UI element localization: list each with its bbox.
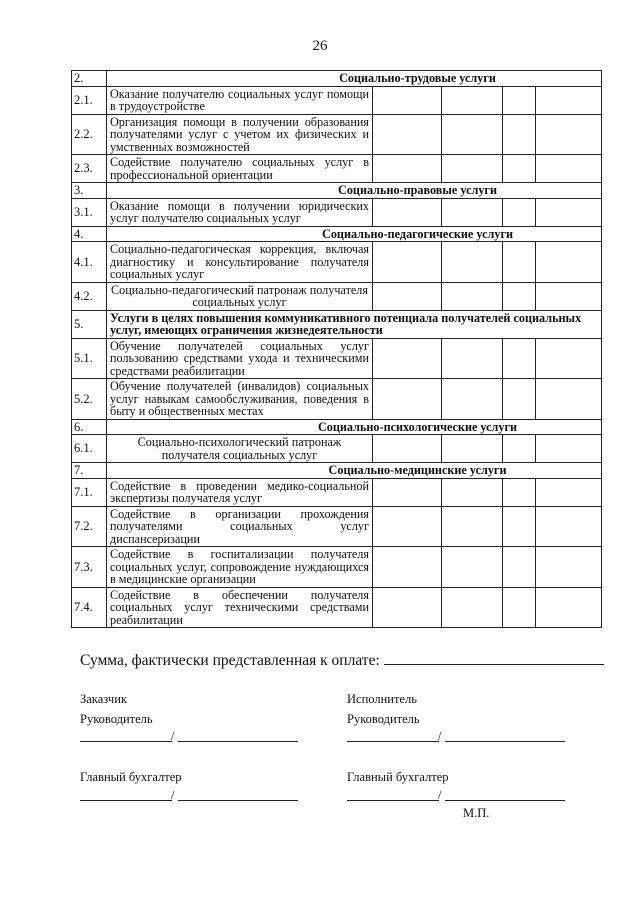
contractor-head-label: Руководитель: [347, 712, 420, 726]
service-number: 3.1.: [72, 198, 107, 226]
section-number: 6.: [72, 419, 107, 435]
service-value-cell[interactable]: [503, 338, 536, 379]
contractor-accountant-slash: /: [438, 788, 442, 802]
service-value-cell[interactable]: [536, 435, 602, 463]
section-number: 4.: [72, 226, 107, 242]
service-number: 5.1.: [72, 338, 107, 379]
service-row: [72, 338, 602, 379]
service-value-cell[interactable]: [536, 379, 602, 420]
service-value-cell[interactable]: [503, 435, 536, 463]
section-title: Социально-педагогические услуги: [107, 226, 602, 242]
service-value-cell[interactable]: [503, 198, 536, 226]
service-name: Содействие в проведении медико-социальной экспертизы получателя услуг: [107, 478, 373, 506]
contractor-head-signature-line[interactable]: [347, 741, 439, 742]
customer-head-slash: /: [171, 729, 175, 743]
service-row: [72, 587, 602, 628]
service-row: [72, 379, 602, 420]
section-number: 7.: [72, 463, 107, 479]
service-value-cell[interactable]: [442, 478, 503, 506]
service-value-cell[interactable]: [536, 86, 602, 114]
section-title: Социально-трудовые услуги: [107, 71, 602, 87]
service-row: [72, 506, 602, 547]
contractor-accountant-label: Главный бухгалтер: [347, 770, 449, 784]
service-value-cell[interactable]: [442, 155, 503, 183]
contractor-role: Исполнитель: [347, 692, 417, 706]
service-value-cell[interactable]: [442, 547, 503, 588]
service-row: [72, 155, 602, 183]
service-row: [72, 86, 602, 114]
service-value-cell[interactable]: [503, 114, 536, 155]
section-number: 5.: [72, 310, 107, 338]
sum-value-field[interactable]: [384, 650, 604, 665]
services-table: [71, 70, 602, 628]
service-value-cell[interactable]: [442, 86, 503, 114]
service-name: Оказание помощи в получении юридических услуг получателю социальных услуг: [107, 198, 373, 226]
customer-head-name-line[interactable]: [178, 741, 298, 742]
contractor-head-slash: /: [438, 729, 442, 743]
service-name: Содействие в организации прохождения получателями социальных услуг диспансеризации: [107, 506, 373, 547]
service-value-cell[interactable]: [373, 282, 442, 310]
page-number: 26: [312, 38, 328, 54]
service-name: Социально-педагогическая коррекция, включая диагностику и консультирование получателя социальных услуг: [107, 242, 373, 283]
service-value-cell[interactable]: [373, 198, 442, 226]
service-value-cell[interactable]: [373, 379, 442, 420]
section-title: Социально-медицинские услуги: [107, 463, 602, 479]
section-row: [72, 419, 602, 435]
service-value-cell[interactable]: [373, 506, 442, 547]
service-value-cell[interactable]: [503, 282, 536, 310]
service-name: Содействие получателю социальных услуг в профессиональной ориентации: [107, 155, 373, 183]
service-value-cell[interactable]: [536, 547, 602, 588]
section-row: [72, 183, 602, 199]
service-row: [72, 435, 602, 463]
contractor-head-name-line[interactable]: [445, 741, 565, 742]
service-value-cell[interactable]: [442, 587, 503, 628]
service-number: 7.4.: [72, 587, 107, 628]
service-value-cell[interactable]: [536, 198, 602, 226]
service-number: 2.1.: [72, 86, 107, 114]
section-row: [72, 310, 602, 338]
service-row: [72, 547, 602, 588]
customer-accountant-signature-line[interactable]: [80, 800, 172, 801]
service-name: Оказание получателю социальных услуг помощи в трудоустройстве: [107, 86, 373, 114]
service-number: 6.1.: [72, 435, 107, 463]
service-value-cell[interactable]: [373, 155, 442, 183]
service-name: Социально-психологический патронаж получателя социальных услуг: [107, 435, 373, 463]
service-value-cell[interactable]: [503, 379, 536, 420]
stamp-placeholder: М.П.: [463, 806, 490, 820]
service-number: 7.3.: [72, 547, 107, 588]
service-row: [72, 242, 602, 283]
service-value-cell[interactable]: [442, 435, 503, 463]
service-number: 4.1.: [72, 242, 107, 283]
service-value-cell[interactable]: [503, 155, 536, 183]
service-number: 2.3.: [72, 155, 107, 183]
service-name: Обучение получателей (инвалидов) социальных услуг навыкам самообслуживания, поведения в быту и общественных местах: [107, 379, 373, 420]
service-name: Обучение получателей социальных услуг пользованию средствами ухода и техническими средствами реабилитации: [107, 338, 373, 379]
section-row: [72, 463, 602, 479]
service-value-cell[interactable]: [536, 478, 602, 506]
service-value-cell[interactable]: [536, 587, 602, 628]
service-value-cell[interactable]: [442, 379, 503, 420]
section-title: Услуги в целях повышения коммуникативного потенциала получателей социальных услуг, имеющих ограничения жизнедеятельности: [107, 310, 602, 338]
service-name: Содействие в госпитализации получателя социальных услуг, сопровождение нуждающихся в медицинские организации: [107, 547, 373, 588]
service-row: [72, 198, 602, 226]
customer-accountant-name-line[interactable]: [178, 800, 298, 801]
customer-head-label: Руководитель: [80, 712, 153, 726]
service-value-cell[interactable]: [536, 282, 602, 310]
customer-role: Заказчик: [80, 692, 127, 706]
service-value-cell[interactable]: [536, 155, 602, 183]
service-value-cell[interactable]: [373, 242, 442, 283]
service-row: [72, 282, 602, 310]
service-row: [72, 478, 602, 506]
service-name: Социально-педагогический патронаж получателя социальных услуг: [107, 282, 373, 310]
contractor-accountant-signature-line[interactable]: [347, 800, 439, 801]
service-value-cell[interactable]: [503, 242, 536, 283]
section-row: [72, 226, 602, 242]
sum-line: [80, 650, 604, 670]
service-value-cell[interactable]: [503, 86, 536, 114]
service-value-cell[interactable]: [442, 338, 503, 379]
service-value-cell[interactable]: [503, 587, 536, 628]
sum-label: Сумма, фактически представленная к оплате:: [80, 652, 380, 669]
service-number: 7.2.: [72, 506, 107, 547]
service-value-cell[interactable]: [536, 338, 602, 379]
service-number: 2.2.: [72, 114, 107, 155]
service-value-cell[interactable]: [503, 506, 536, 547]
section-number: 3.: [72, 183, 107, 199]
service-value-cell[interactable]: [373, 338, 442, 379]
service-number: 4.2.: [72, 282, 107, 310]
service-value-cell[interactable]: [373, 478, 442, 506]
service-number: 5.2.: [72, 379, 107, 420]
service-value-cell[interactable]: [503, 478, 536, 506]
service-value-cell[interactable]: [503, 547, 536, 588]
service-value-cell[interactable]: [442, 198, 503, 226]
service-row: [72, 114, 602, 155]
service-name: Организация помощи в получении образования получателями услуг с учетом их физических и умственных возможностей: [107, 114, 373, 155]
service-name: Содействие в обеспечении получателя социальных услуг техническими средствами реабилитации: [107, 587, 373, 628]
customer-head-signature-line[interactable]: [80, 741, 172, 742]
service-value-cell[interactable]: [442, 506, 503, 547]
service-value-cell[interactable]: [373, 86, 442, 114]
service-number: 7.1.: [72, 478, 107, 506]
service-value-cell[interactable]: [536, 242, 602, 283]
service-value-cell[interactable]: [373, 435, 442, 463]
service-value-cell[interactable]: [373, 587, 442, 628]
customer-accountant-label: Главный бухгалтер: [80, 770, 182, 784]
service-value-cell[interactable]: [373, 114, 442, 155]
service-value-cell[interactable]: [373, 547, 442, 588]
customer-accountant-slash: /: [171, 788, 175, 802]
contractor-accountant-name-line[interactable]: [445, 800, 565, 801]
service-value-cell[interactable]: [442, 114, 503, 155]
section-title: Социально-психологические услуги: [107, 419, 602, 435]
service-value-cell[interactable]: [536, 506, 602, 547]
service-value-cell[interactable]: [536, 114, 602, 155]
section-number: 2.: [72, 71, 107, 87]
service-value-cell[interactable]: [442, 282, 503, 310]
section-row: [72, 71, 602, 87]
section-title: Социально-правовые услуги: [107, 183, 602, 199]
service-value-cell[interactable]: [442, 242, 503, 283]
